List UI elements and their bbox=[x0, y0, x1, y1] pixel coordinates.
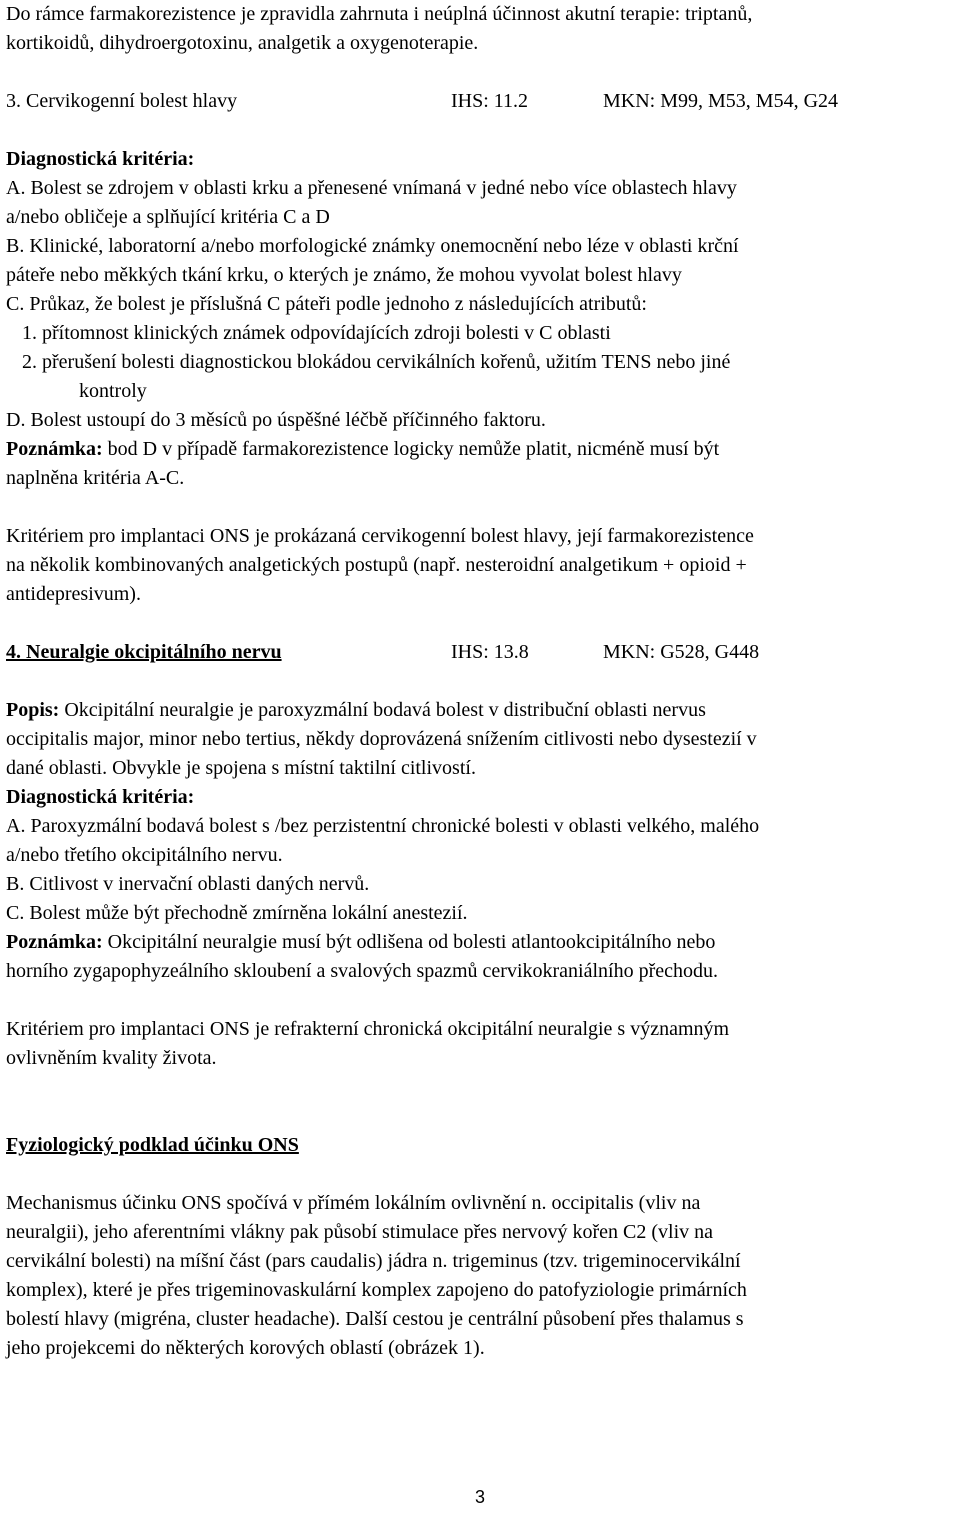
criterion-a: A. Paroxyzmální bodavá bolest s /bez perzistentní chronické bolesti v oblasti velkého, malého bbox=[6, 815, 760, 837]
section4-popis-cont: dané oblasti. Obvykle je spojena s místní taktilní citlivostí. bbox=[6, 757, 476, 779]
criterion-c: C. Průkaz, že bolest je příslušná C páteři podle jednoho z následujících atributů: bbox=[6, 293, 647, 315]
section3-title: 3. Cervikogenní bolest hlavy bbox=[6, 90, 238, 112]
section3-ihs: IHS: 11.2 bbox=[451, 90, 529, 112]
intro-line: Do rámce farmakorezistence je zpravidla zahrnuta i neúplná účinnost akutní terapie: triptanů, bbox=[6, 3, 753, 25]
criterion-a-cont: a/nebo obličeje a splňující kritéria C a D bbox=[6, 206, 330, 228]
criterion-c: C. Bolest může být přechodně zmírněna lokální anestezií. bbox=[6, 902, 468, 924]
fyz-line: jeho projekcemi do některých korových oblastí (obrázek 1). bbox=[6, 1337, 485, 1359]
section4-note bbox=[6, 928, 958, 957]
popis-label: Popis: bbox=[6, 699, 60, 721]
fyz-line: bolestí hlavy (migréna, cluster headache). Další cestou je centrální působení přes thalamus s bbox=[6, 1308, 744, 1330]
criterion-b: B. Citlivost v inervační oblasti daných nervů. bbox=[6, 873, 370, 895]
fyz-line: neuralgii), jeho aferentními vlákny pak působí stimulace přes nervový kořen C2 (vliv na bbox=[6, 1221, 714, 1243]
note-text: bod D v případě farmakorezistence logicky nemůže platit, nicméně musí být bbox=[102, 438, 720, 460]
note-label: Poznámka: bbox=[6, 438, 103, 460]
section3-diag-heading: Diagnostická kritéria: bbox=[6, 148, 195, 170]
section3-criterion-line: Kritériem pro implantaci ONS je prokázaná cervikogenní bolest hlavy, její farmakorezistence bbox=[6, 525, 754, 547]
criterion-c-item-2-cont: kontroly bbox=[79, 380, 147, 402]
fyz-line: cervikální bolesti) na míšní část (pars caudalis) jádra n. trigeminus (tzv. trigeminocervikální bbox=[6, 1250, 741, 1272]
criterion-c-item-2: 2. přerušení bolesti diagnostickou blokádou cervikálních kořenů, užitím TENS nebo jiné bbox=[22, 351, 731, 373]
section4-mkn: MKN: G528, G448 bbox=[603, 641, 760, 663]
popis-text: Okcipitální neuralgie je paroxyzmální bodavá bolest v distribuční oblasti nervus bbox=[59, 699, 706, 721]
section3-criterion-line: antidepresivum). bbox=[6, 583, 141, 605]
criterion-a-cont: a/nebo třetího okcipitálního nervu. bbox=[6, 844, 283, 866]
fyz-line: komplex), které je přes trigeminovaskulární komplex zapojeno do patofyziologie primárních bbox=[6, 1279, 747, 1301]
section3-note-cont: naplněna kritéria A-C. bbox=[6, 467, 185, 489]
criterion-b: B. Klinické, laboratorní a/nebo morfologické známky onemocnění nebo léze v oblasti krční bbox=[6, 235, 739, 257]
section4-criterion-line: ovlivněním kvality života. bbox=[6, 1047, 217, 1069]
page-number: 3 bbox=[474, 1487, 485, 1507]
fyz-title: Fyziologický podklad účinku ONS bbox=[6, 1134, 299, 1156]
criterion-c-item-1: 1. přítomnost klinických známek odpovídajících zdroji bolesti v C oblasti bbox=[22, 322, 611, 344]
document-page bbox=[6, 0, 958, 1363]
criterion-a: A. Bolest se zdrojem v oblasti krku a přenesené vnímaná v jedné nebo více oblastech hlavy bbox=[6, 177, 737, 199]
section3-note bbox=[6, 435, 958, 464]
section3-mkn: MKN: M99, M53, M54, G24 bbox=[603, 90, 839, 112]
section4-title: 4. Neuralgie okcipitálního nervu bbox=[6, 641, 282, 663]
section4-popis bbox=[6, 696, 958, 725]
section3-criterion-line: na několik kombinovaných analgetických postupů (např. nesteroidní analgetikum + opioid + bbox=[6, 554, 747, 576]
section3-header bbox=[6, 87, 958, 116]
section4-ihs: IHS: 13.8 bbox=[451, 641, 529, 663]
section4-criterion-line: Kritériem pro implantaci ONS je refrakterní chronická okcipitální neuralgie s významným bbox=[6, 1018, 730, 1040]
intro-line: kortikoidů, dihydroergotoxinu, analgetik a oxygenoterapie. bbox=[6, 32, 479, 54]
section4-note-cont: horního zygapophyzeálního skloubení a svalových spazmů cervikokraniálního přechodu. bbox=[6, 960, 719, 982]
criterion-b-cont: páteře nebo měkkých tkání krku, o kterých je známo, že mohou vyvolat bolest hlavy bbox=[6, 264, 682, 286]
note-label: Poznámka: bbox=[6, 931, 103, 953]
section4-header bbox=[6, 638, 958, 667]
fyz-line: Mechanismus účinku ONS spočívá v přímém lokálním ovlivnění n. occipitalis (vliv na bbox=[6, 1192, 701, 1214]
section4-popis-cont: occipitalis major, minor nebo tertius, někdy doprovázená snížením citlivosti nebo dysestezií v bbox=[6, 728, 757, 750]
section4-diag-heading: Diagnostická kritéria: bbox=[6, 786, 195, 808]
criterion-d: D. Bolest ustoupí do 3 měsíců po úspěšné léčbě příčinného faktoru. bbox=[6, 409, 546, 431]
note-text: Okcipitální neuralgie musí být odlišena od bolesti atlantookcipitálního nebo bbox=[102, 931, 716, 953]
